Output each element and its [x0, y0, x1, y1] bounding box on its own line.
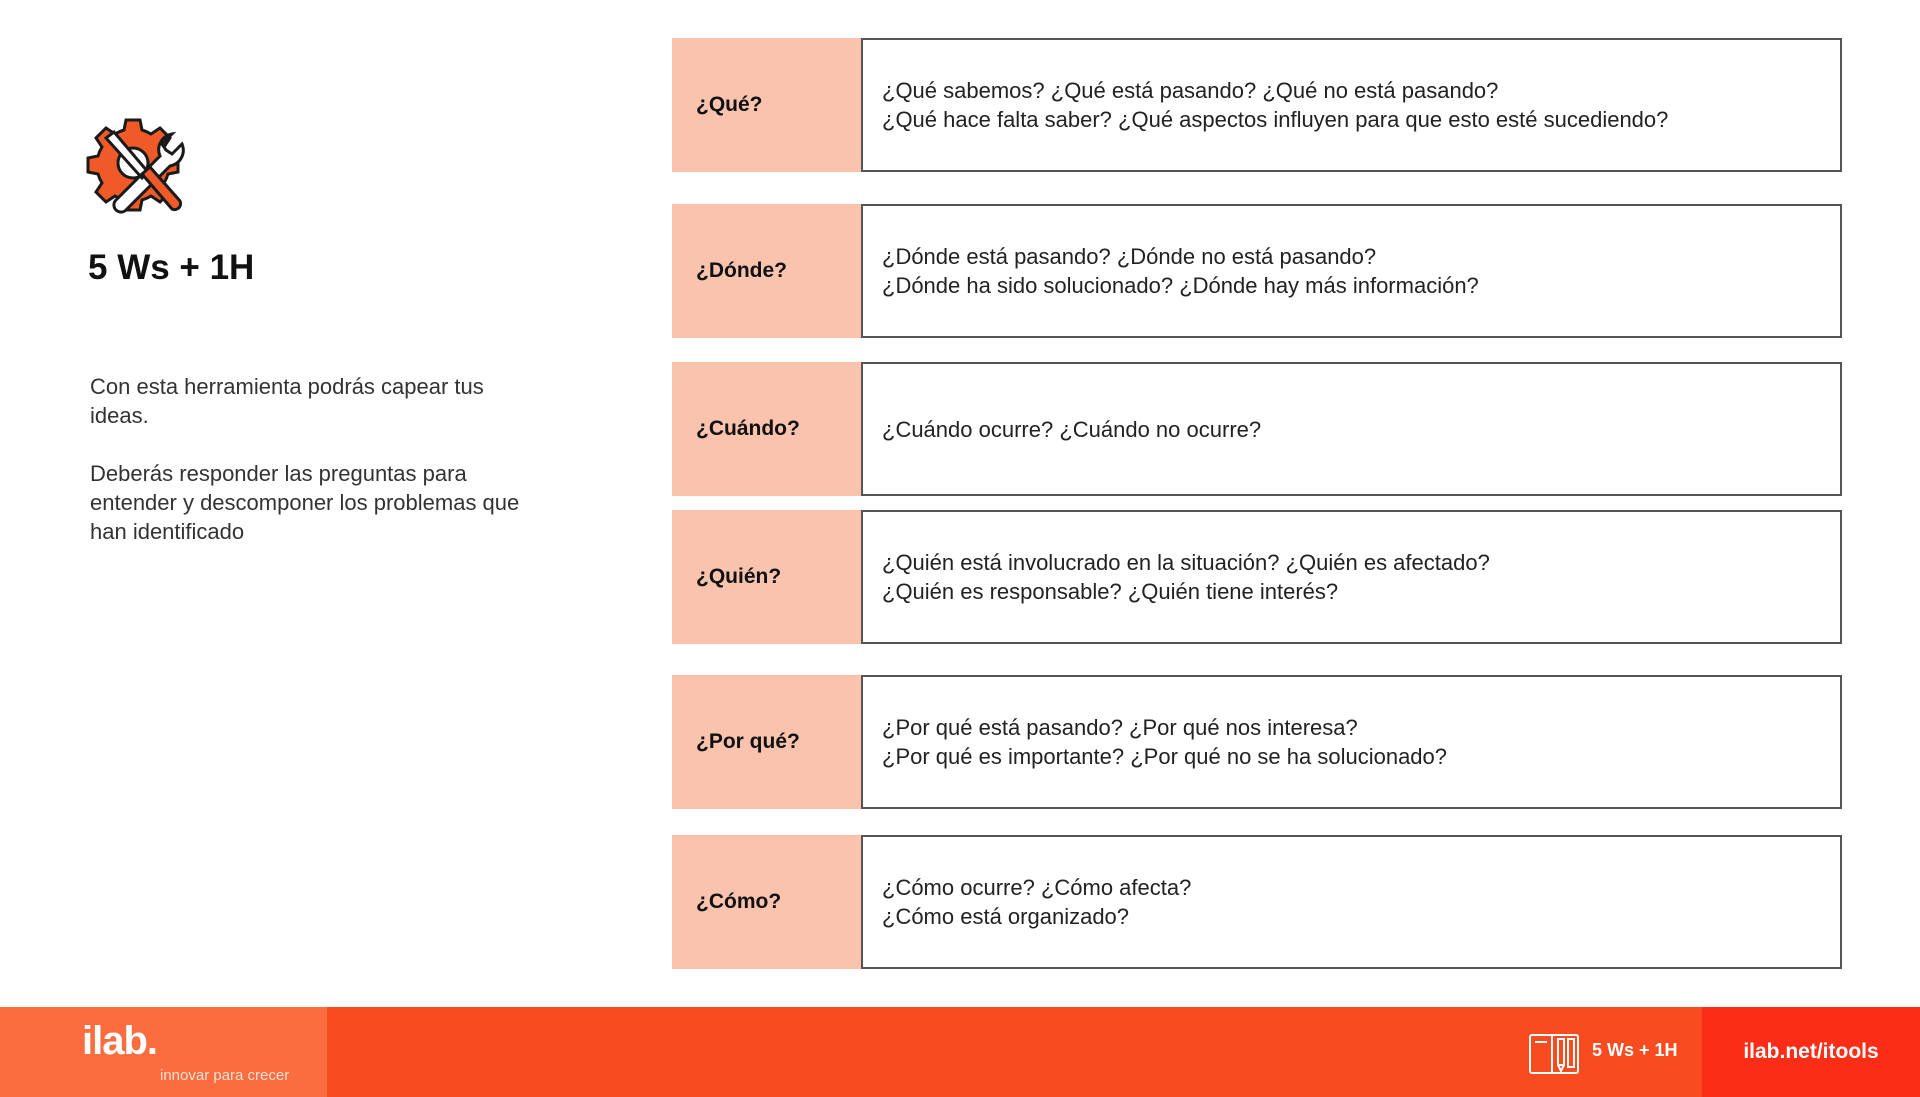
question-label: ¿Qué? [672, 38, 861, 172]
question-answer-box[interactable] [861, 38, 1842, 172]
question-row-cuando [672, 362, 1842, 496]
ilab-logo[interactable] [82, 1019, 290, 1084]
page-title: 5 Ws + 1H [88, 248, 255, 287]
logo-wordmark: ilab. [82, 1019, 158, 1063]
question-line: ¿Dónde ha sido solucionado? ¿Dónde hay más información? [882, 273, 1479, 298]
question-line: ¿Dónde está pasando? ¿Dónde no está pasando? [882, 244, 1377, 269]
logo-tagline: innovar para crecer [160, 1067, 290, 1084]
question-label: ¿Cómo? [672, 835, 861, 969]
question-line: ¿Quién es responsable? ¿Quién tiene interés? [882, 579, 1339, 604]
question-answer-box[interactable] [861, 675, 1842, 809]
itools-link[interactable] [1702, 1007, 1920, 1097]
question-answer-box[interactable] [861, 835, 1842, 969]
question-row-que [672, 38, 1842, 172]
question-line: ¿Por qué es importante? ¿Por qué no se ha solucionado? [882, 744, 1448, 769]
itools-link-text: ilab.net/itools [1743, 1040, 1879, 1063]
question-answer-box[interactable] [861, 204, 1842, 338]
question-answer-box[interactable] [861, 510, 1842, 644]
question-line: ¿Cómo está organizado? [882, 904, 1130, 929]
question-line: ¿Qué sabemos? ¿Qué está pasando? ¿Qué no está pasando? [882, 78, 1499, 103]
footer [0, 1007, 1920, 1097]
question-line: ¿Cuándo ocurre? ¿Cuándo no ocurre? [882, 416, 1262, 442]
footer-tool-name: 5 Ws + 1H [1592, 1040, 1678, 1060]
intro-paragraph: Deberás responder las preguntas para entender y descomponer los problemas que han identificado [90, 461, 520, 544]
gear-wrench-screwdriver-icon [80, 116, 196, 232]
question-line: ¿Cómo ocurre? ¿Cómo afecta? [882, 875, 1192, 900]
question-label: ¿Cuándo? [672, 362, 861, 496]
question-row-donde [672, 204, 1842, 338]
question-label: ¿Por qué? [672, 675, 861, 809]
question-label: ¿Dónde? [672, 204, 861, 338]
question-line: ¿Qué hace falta saber? ¿Qué aspectos influyen para que esto esté sucediendo? [882, 107, 1669, 132]
question-row-como [672, 835, 1842, 969]
intro-paragraph: Con esta herramienta podrás capear tus ideas. [90, 374, 484, 428]
question-row-por-que [672, 675, 1842, 809]
notebook-pencil-icon [1528, 1033, 1580, 1075]
question-answer-box[interactable] [861, 362, 1842, 496]
question-line: ¿Quién está involucrado en la situación? ¿Quién es afectado? [882, 550, 1490, 575]
intro-text [90, 372, 530, 575]
question-line: ¿Por qué está pasando? ¿Por qué nos interesa? [882, 715, 1358, 740]
brand-block [0, 1007, 327, 1097]
question-row-quien [672, 510, 1842, 644]
question-label: ¿Quién? [672, 510, 861, 644]
